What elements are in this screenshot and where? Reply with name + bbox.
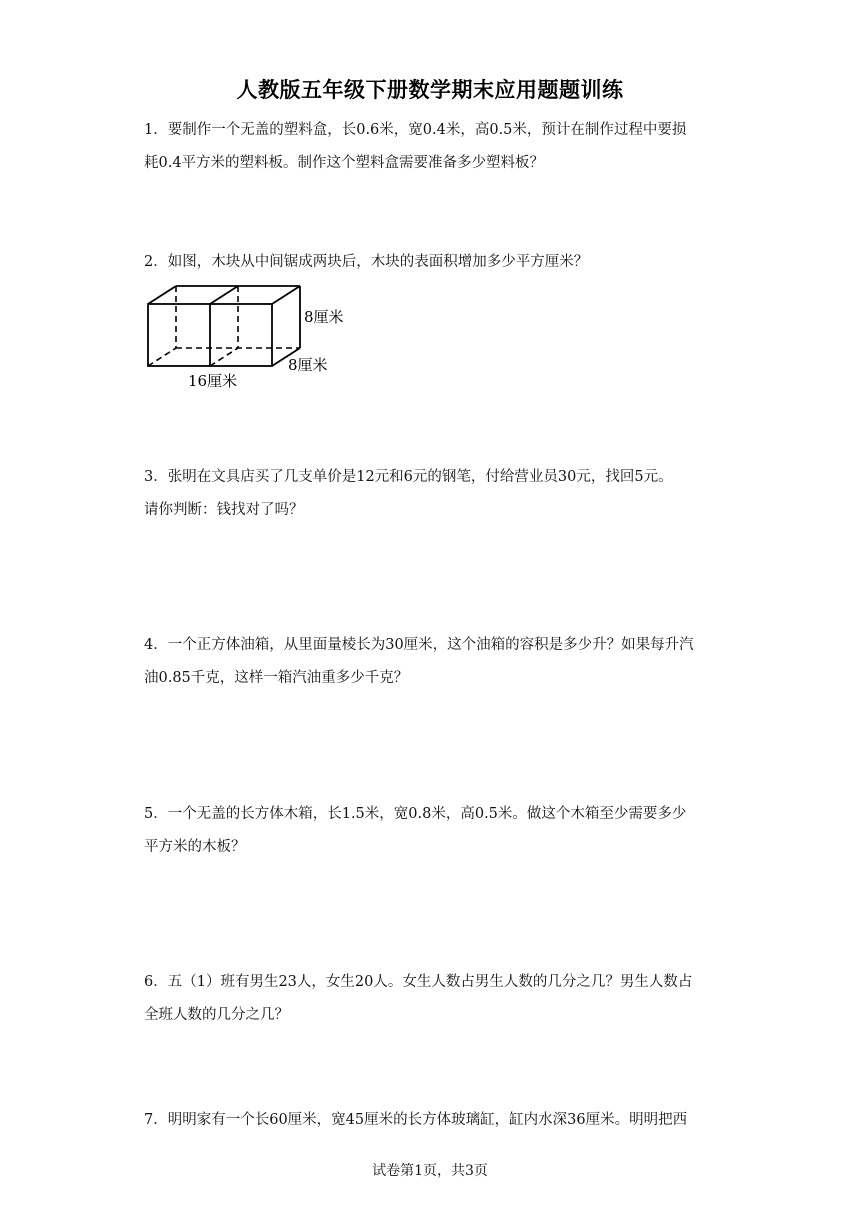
question-7-line-1: 7．明明家有一个长60厘米，宽45厘米的长方体玻璃缸，缸内水深36厘米。明明把西: [144, 1112, 688, 1128]
hidden-edge-diagonal: [148, 348, 176, 366]
cut-line-top: [210, 286, 238, 304]
question-1-line-1: 1．要制作一个无盖的塑料盒，长0.6米，宽0.4米，高0.5米，预计在制作过程中要损: [144, 122, 687, 138]
question-7: [144, 1104, 720, 1137]
top-edge-right: [272, 286, 300, 304]
question-5-line-2: 平方米的木板？: [144, 839, 246, 855]
cuboid-diagram: [140, 282, 370, 392]
question-4-line-1: 4．一个正方体油箱，从里面量棱长为30厘米，这个油箱的容积是多少升？如果每升汽: [144, 637, 694, 653]
question-2-line-1: 2．如图，木块从中间锯成两块后，木块的表面积增加多少平方厘米？: [144, 254, 589, 270]
question-4: [144, 629, 720, 695]
question-3-line-2: 请你判断：钱找对了吗？: [144, 502, 304, 518]
question-4-line-2: 油0.85千克，这样一箱汽油重多少千克？: [144, 670, 409, 686]
question-1-line-2: 耗0.4平方米的塑料板。制作这个塑料盒需要准备多少塑料板？: [144, 155, 545, 171]
question-1: [144, 114, 720, 180]
question-2: [144, 246, 720, 279]
question-3: [144, 461, 720, 527]
height-label: 8厘米: [304, 308, 344, 326]
page-title: 人教版五年级下册数学期末应用题题训练: [236, 78, 624, 102]
question-3-line-1: 3．张明在文具店买了几支单价是12元和6元的钢笔，付给营业员30元，找回5元。: [144, 469, 673, 485]
question-6: [144, 966, 720, 1032]
hidden-cut-diagonal: [210, 348, 238, 366]
question-5-line-1: 5．一个无盖的长方体木箱，长1.5米，宽0.8米，高0.5米。做这个木箱至少需要多少: [144, 806, 687, 822]
question-5: [144, 798, 720, 864]
top-edge-left: [148, 286, 176, 304]
length-label: 16厘米: [188, 372, 238, 390]
cuboid-figure: [140, 282, 370, 392]
page-footer: 试卷第1页，共3页: [372, 1163, 488, 1179]
question-6-line-1: 6．五（1）班有男生23人，女生20人。女生人数占男生人数的几分之几？男生人数占: [144, 974, 693, 990]
question-6-line-2: 全班人数的几分之几？: [144, 1007, 289, 1023]
width-label: 8厘米: [288, 356, 328, 374]
